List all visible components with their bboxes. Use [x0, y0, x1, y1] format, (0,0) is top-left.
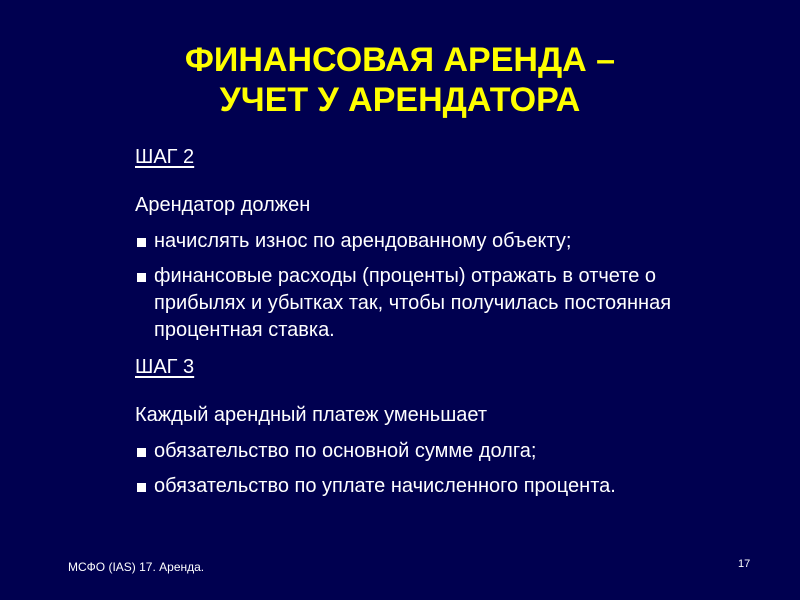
bullet-text: обязательство по основной сумме долга;	[154, 440, 537, 462]
slide-title-line-1: ФИНАНСОВАЯ АРЕНДА –	[184, 41, 616, 79]
bullet-text: финансовые расходы (проценты) отражать в отчете о прибылях и убытках так, чтобы получилась постоянная процентная ставка.	[154, 265, 672, 341]
slide-title	[0, 40, 800, 120]
bullet-text: начислять износ по арендованному объекту;	[154, 230, 572, 252]
footer-source: МСФО (IAS) 17. Аренда.	[68, 560, 205, 574]
bullet-item	[135, 473, 735, 500]
bullet-item	[135, 263, 735, 344]
page-number: 17	[738, 558, 751, 570]
square-bullet-icon	[137, 448, 146, 457]
bullet-text: обязательство по уплате начисленного процента.	[154, 475, 616, 497]
slide-title-line-2: УЧЕТ У АРЕНДАТОРА	[219, 81, 581, 119]
step-2-intro: Арендатор должен	[135, 194, 311, 216]
step-3-intro: Каждый арендный платеж уменьшает	[135, 404, 488, 426]
slide-content	[135, 144, 735, 508]
step-2-bullet-list	[135, 228, 735, 344]
square-bullet-icon	[137, 273, 146, 282]
square-bullet-icon	[137, 238, 146, 247]
step-2-heading: ШАГ 2	[135, 146, 195, 168]
square-bullet-icon	[137, 483, 146, 492]
bullet-item	[135, 438, 735, 465]
bullet-item	[135, 228, 735, 255]
step-3-heading: ШАГ 3	[135, 356, 195, 378]
step-3-bullet-list	[135, 438, 735, 500]
